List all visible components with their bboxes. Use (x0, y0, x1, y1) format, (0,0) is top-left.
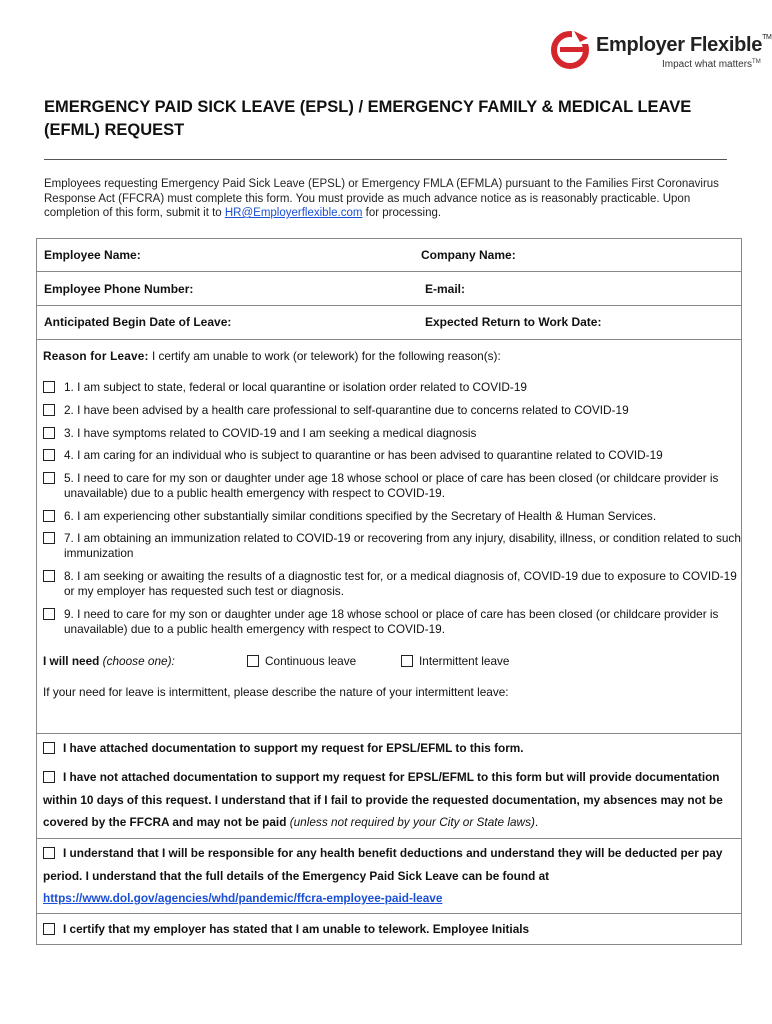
logo-tagline: Impact what matters™ (662, 59, 761, 70)
reason-item[interactable]: 5. I need to care for my son or daughter under age 18 whose school or place of care has been closed (or childcare provider is unavailable) due to a public health emergency with respect to COVID-19. (43, 471, 743, 501)
reason-heading: Reason for Leave: I certify am unable to work (or telework) for the following reason(s): (43, 349, 501, 363)
intermittent-leave-option[interactable]: Intermittent leave (401, 654, 510, 668)
row-divider (36, 733, 742, 734)
need-label: I will need (choose one): (43, 654, 175, 668)
reason-item[interactable]: 4. I am caring for an individual who is subject to quarantine or has been advised to quarantine related to COVID-19 (43, 448, 743, 463)
checkbox[interactable] (43, 472, 55, 484)
page-title: EMERGENCY PAID SICK LEAVE (EPSL) / EMERGENCY FAMILY & MEDICAL LEAVE (EFML) REQUEST (44, 98, 692, 139)
company-name-field[interactable]: Company Name: (421, 248, 516, 262)
title-divider (44, 159, 727, 160)
dol-link[interactable]: https://www.dol.gov/agencies/whd/pandemic/ffcra-employee-paid-leave (43, 891, 443, 905)
checkbox[interactable] (43, 923, 55, 935)
intermittent-description-field[interactable]: If your need for leave is intermittent, please describe the nature of your intermittent leave: (43, 685, 509, 699)
checkbox[interactable] (43, 847, 55, 859)
checkbox[interactable] (43, 570, 55, 582)
hr-email-link[interactable]: HR@Employerflexible.com (224, 207, 363, 219)
reason-item[interactable]: 8. I am seeking or awaiting the results of a diagnostic test for, or a medical diagnosis of, COVID-19 due to exposure to COVID-19 or my employer has requested such test or diagnosis. (43, 569, 743, 599)
intro-text: Employees requesting Emergency Paid Sick Leave (EPSL) or Emergency FMLA (EFMLA) pursuant to the Families First Coronavirus Response Act (FFCRA) must complete this form. You must provide as much advance notice as is reasonably practicable. Upon completion of this form, submit it to HR@Employerflexible.com for processing. (44, 178, 719, 219)
logo-brand: Employer Flexible™ (596, 34, 772, 56)
checkbox[interactable] (43, 532, 55, 544)
employee-name-field[interactable]: Employee Name: (44, 248, 141, 262)
checkbox[interactable] (43, 771, 55, 783)
checkbox[interactable] (401, 655, 413, 667)
row-divider (36, 913, 742, 914)
docs-not-attached-option[interactable]: I have not attached documentation to support my request for EPSL/EFML to this form but will provide documentation within 10 days of this request. I understand that if I fail to provide the requested documentation, my absences may not be covered by the FFCRA and may not be paid (unless not required by your City or State laws). (43, 770, 723, 829)
reason-item[interactable]: 6. I am experiencing other substantially similar conditions specified by the Secretary of Health & Human Services. (43, 509, 743, 524)
checkbox[interactable] (43, 608, 55, 620)
row-divider (36, 271, 742, 272)
begin-date-field[interactable]: Anticipated Begin Date of Leave: (44, 315, 232, 329)
checkbox[interactable] (43, 381, 55, 393)
row-divider (36, 339, 742, 340)
continuous-leave-option[interactable]: Continuous leave (247, 654, 356, 668)
email-field[interactable]: E-mail: (425, 282, 466, 296)
reason-item[interactable]: 1. I am subject to state, federal or local quarantine or isolation order related to COVID-19 (43, 380, 743, 395)
return-date-field[interactable]: Expected Return to Work Date: (425, 315, 602, 329)
checkbox[interactable] (43, 742, 55, 754)
logo-mark-icon (550, 28, 592, 70)
logo (550, 28, 772, 76)
row-divider (36, 838, 742, 839)
reason-item[interactable]: 7. I am obtaining an immunization related to COVID-19 or recovering from any injury, disability, illness, or condition related to such immunization (43, 531, 743, 561)
telework-certification[interactable]: I certify that my employer has stated that I am unable to telework. Employee Initials (43, 918, 738, 941)
benefit-acknowledgement[interactable]: I understand that I will be responsible for any health benefit deductions and understand they will be deducted per pay period. I understand that the full details of the Emergency Paid Sick Leave can be found at https://www.dol.gov/agencies/whd/pandemic/ffcra-employee-paid-leave (43, 846, 723, 905)
checkbox[interactable] (247, 655, 259, 667)
checkbox[interactable] (43, 404, 55, 416)
docs-attached-option[interactable]: I have attached documentation to support my request for EPSL/EFML to this form. (43, 737, 738, 760)
checkbox[interactable] (43, 427, 55, 439)
checkbox[interactable] (43, 510, 55, 522)
row-divider (36, 305, 742, 306)
reason-item[interactable]: 2. I have been advised by a health care professional to self-quarantine due to concerns related to COVID-19 (43, 403, 743, 418)
phone-field[interactable]: Employee Phone Number: (44, 282, 194, 296)
checkbox[interactable] (43, 449, 55, 461)
reason-item[interactable]: 9. I need to care for my son or daughter under age 18 whose school or place of care has been closed (or childcare provider is unavailable) due to a public health emergency with respect to COVID-19. (43, 607, 743, 637)
reason-item[interactable]: 3. I have symptoms related to COVID-19 and I am seeking a medical diagnosis (43, 426, 743, 441)
